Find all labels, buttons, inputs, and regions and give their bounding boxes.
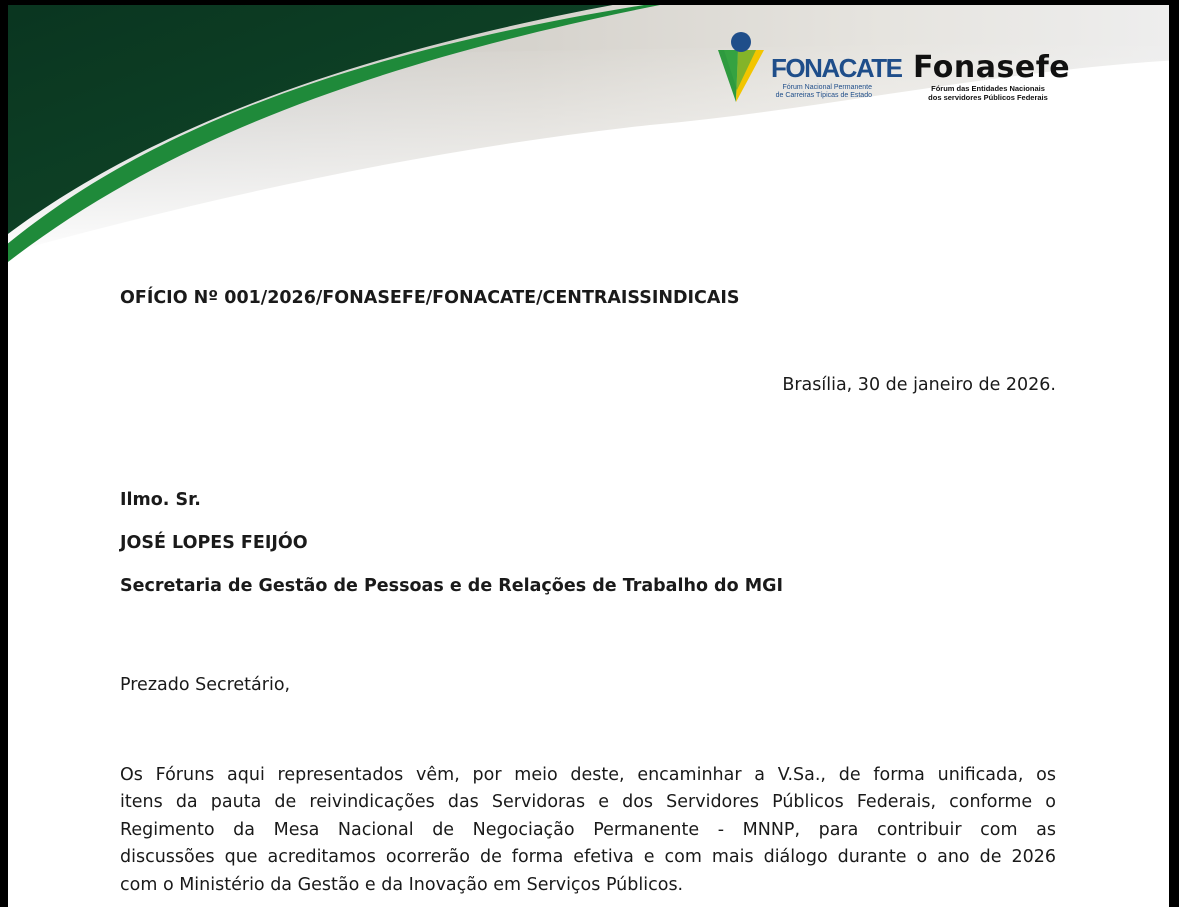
paragraph-line: Regimento da Mesa Nacional de Negociação Permanente - MNNP, para contribuir com as xyxy=(120,819,1056,840)
fonacate-subtitle-line1: Fórum Nacional Permanente xyxy=(782,84,872,91)
paragraph-line: itens da pauta de reivindicações das Servidoras e dos Servidores Públicos Federais, conforme o xyxy=(120,792,1056,813)
paragraph-line: Os Fóruns aqui representados vêm, por meio deste, encaminhar a V.Sa., de forma unificada, os xyxy=(120,765,1056,785)
recipient-title: Ilmo. Sr. xyxy=(120,490,201,510)
fonasefe-subtitle-line1: Fórum das Entidades Nacionais xyxy=(931,84,1045,93)
fonasefe-subtitle xyxy=(924,84,1052,102)
fonacate-logo xyxy=(716,30,902,106)
paragraph-line: discussões que acreditamos ocorrerão de forma efetiva e com mais diálogo durante o ano de 2026 xyxy=(120,847,1056,868)
fonasefe-wordmark: Fonasefe xyxy=(913,50,1071,85)
fonasefe-logo xyxy=(910,50,1071,108)
body-paragraph xyxy=(120,762,1056,899)
fonacate-subtitle-line2: de Carreiras Típicas de Estado xyxy=(775,92,872,99)
header-swoosh-graphic xyxy=(0,0,1179,270)
oficio-number: OFÍCIO Nº 001/2026/FONASEFE/FONACATE/CENTRAISSINDICAIS xyxy=(120,288,740,308)
fonacate-subtitle xyxy=(772,84,872,100)
recipient-name: JOSÉ LOPES FEIJÓO xyxy=(120,533,308,553)
recipient-office: Secretaria de Gestão de Pessoas e de Relações de Trabalho do MGI xyxy=(120,576,783,596)
fonacate-wordmark: FONACATE xyxy=(771,53,902,83)
greeting: Prezado Secretário, xyxy=(120,675,291,695)
fonasefe-subtitle-line2: dos servidores Públicos Federais xyxy=(928,93,1048,102)
date-line: Brasília, 30 de janeiro de 2026. xyxy=(782,375,1056,395)
fonacate-emblem-icon xyxy=(716,30,766,104)
paragraph-line: com o Ministério da Gestão e da Inovação em Serviços Públicos. xyxy=(120,874,684,895)
